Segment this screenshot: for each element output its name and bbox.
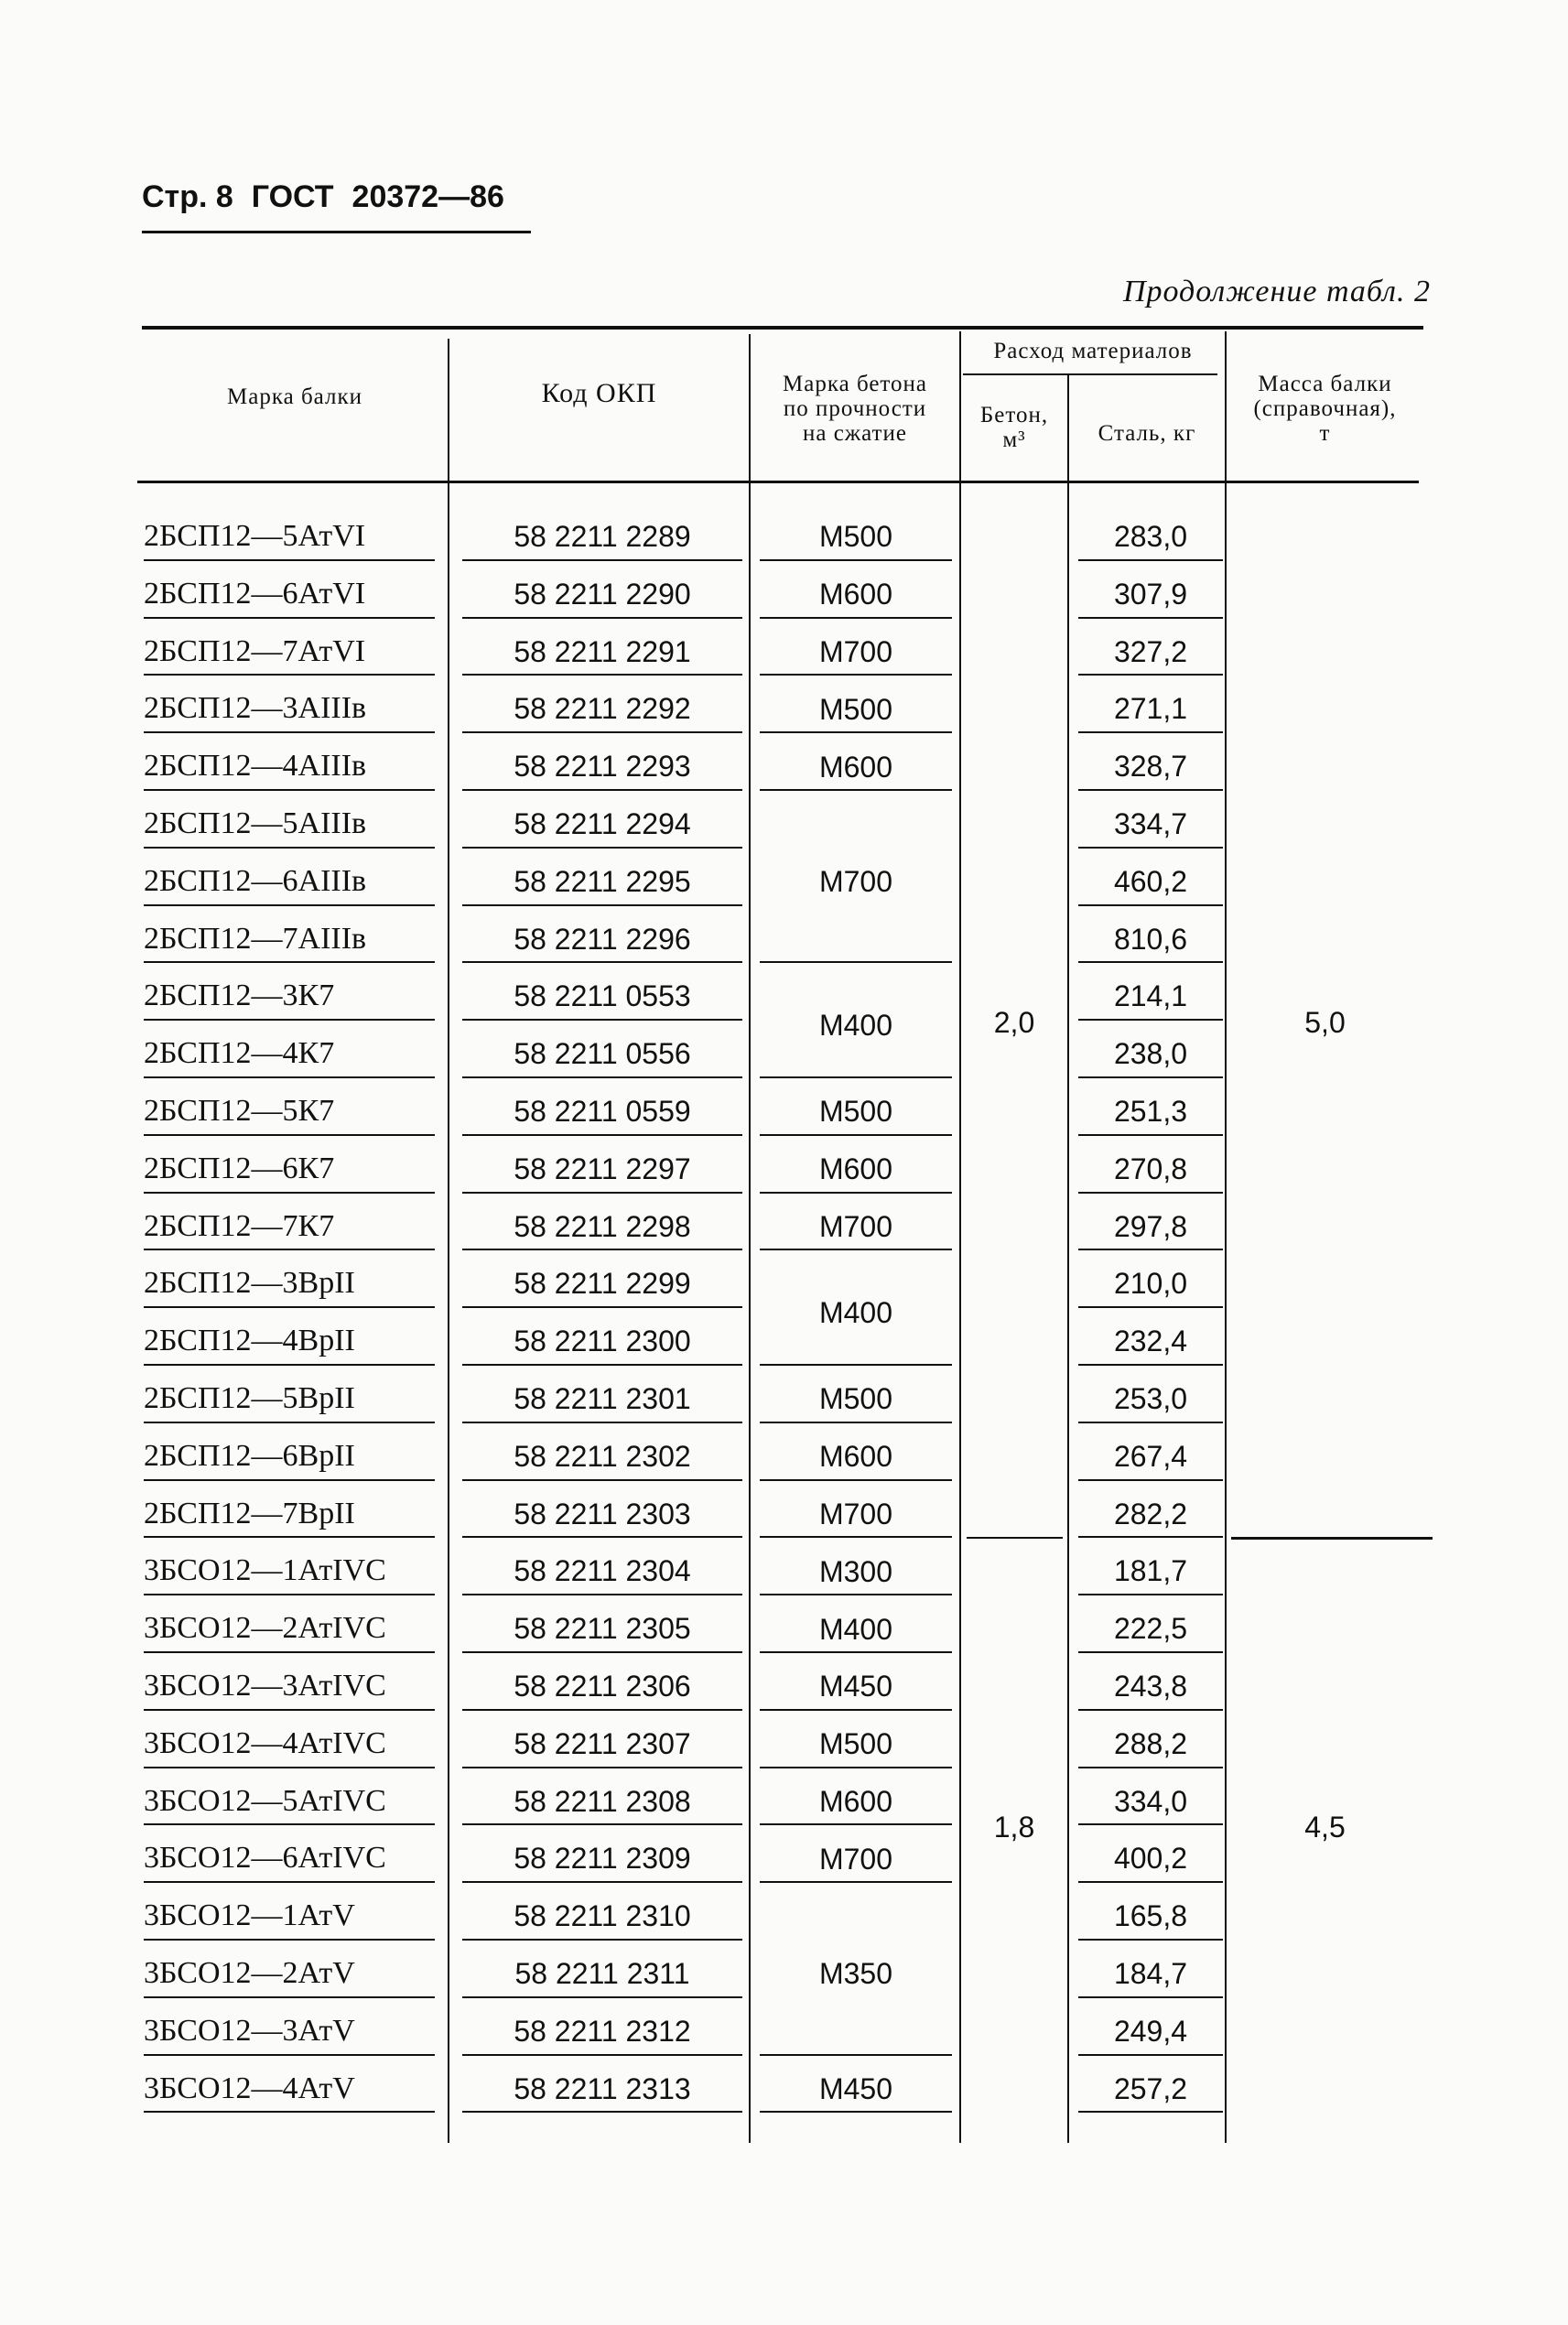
page-label: Стр. 8 [142,179,233,214]
okp-code: 58 2211 2297 [462,1138,742,1194]
beam-mark: 2БСП12—4АIIIв [144,735,435,791]
concrete-grade: М450 [760,2058,952,2114]
concrete-grade: М400 [760,965,952,1078]
beam-mark: 3БСО12—4АтV [144,2058,435,2114]
okp-code: 58 2211 2311 [462,1942,742,1998]
steel-consumption: 165,8 [1078,1885,1223,1941]
col-divider-4 [1067,375,1069,2143]
header-mark: Марка балки [227,384,362,409]
concrete-grade: М700 [760,621,952,676]
steel-consumption: 297,8 [1078,1195,1223,1251]
concrete-grade: М400 [760,1597,952,1653]
okp-code: 58 2211 0556 [462,1022,742,1078]
concrete-grade: М600 [760,1138,952,1194]
beam-mark: 2БСП12—3К7 [144,965,435,1021]
concrete-grade: М500 [760,677,952,733]
beam-mark: 3БСО12—6АтIVС [144,1827,435,1883]
beam-mark: 2БСП12—4К7 [144,1022,435,1078]
concrete-grade: М700 [760,1483,952,1539]
beam-mark: 2БСП12—5К7 [144,1080,435,1136]
beam-mass: 4,5 [1304,1811,1346,1844]
steel-consumption: 232,4 [1078,1310,1223,1366]
beam-mark: 2БСП12—5ВрII [144,1368,435,1423]
beam-mark: 3БСО12—4АтIVС [144,1713,435,1768]
steel-consumption: 249,4 [1078,2000,1223,2056]
steel-consumption: 327,2 [1078,621,1223,676]
okp-code: 58 2211 2312 [462,2000,742,2056]
col-divider-1 [448,339,449,481]
standard-number: 20372—86 [351,179,504,214]
steel-consumption: 328,7 [1078,735,1223,791]
header-consumption: Расход материалов [993,339,1193,363]
beam-mark: 2БСП12—6АIIIв [144,850,435,906]
consumption-rule [963,373,1217,375]
concrete-grade: М500 [760,1080,952,1136]
okp-code: 58 2211 2301 [462,1368,742,1423]
steel-consumption: 210,0 [1078,1252,1223,1308]
steel-consumption: 282,2 [1078,1483,1223,1539]
beam-mark: 3БСО12—3АтV [144,2000,435,2056]
beam-mark: 3БСО12—5АтIVС [144,1770,435,1826]
okp-code: 58 2211 2295 [462,850,742,906]
beam-mark: 2БСП12—6К7 [144,1138,435,1194]
okp-code: 58 2211 0553 [462,965,742,1021]
okp-code: 58 2211 2296 [462,908,742,964]
steel-consumption: 251,3 [1078,1080,1223,1136]
okp-code: 58 2211 2303 [462,1483,742,1539]
beam-mark: 3БСО12—2АтIVС [144,1597,435,1653]
page-header [142,179,523,215]
steel-consumption: 238,0 [1078,1022,1223,1078]
steel-consumption: 184,7 [1078,1942,1223,1998]
concrete-grade: М700 [760,1827,952,1883]
beam-mark: 2БСП12—7К7 [144,1195,435,1251]
concrete-grade: М600 [760,735,952,791]
okp-code: 58 2211 2289 [462,505,742,561]
steel-consumption: 181,7 [1078,1540,1223,1595]
steel-consumption: 288,2 [1078,1713,1223,1768]
okp-code: 58 2211 2305 [462,1597,742,1653]
okp-code: 58 2211 2304 [462,1540,742,1595]
concrete-volume: 1,8 [993,1811,1035,1844]
concrete-grade: М600 [760,563,952,619]
steel-consumption: 271,1 [1078,677,1223,733]
steel-consumption: 222,5 [1078,1597,1223,1653]
beam-mark: 2БСП12—5АтVI [144,505,435,561]
concrete-volume: 2,0 [993,1006,1035,1040]
col-divider-2 [749,334,751,2143]
okp-code: 58 2211 2307 [462,1713,742,1768]
okp-code: 58 2211 2309 [462,1827,742,1883]
header-steel: Сталь, кг [1098,421,1196,446]
header-mass: Масса балки (справочная), т [1253,372,1397,446]
beam-mark: 3БСО12—3АтIVС [144,1655,435,1711]
beam-mark: 2БСП12—4ВрII [144,1310,435,1366]
concrete-grade: М450 [760,1655,952,1711]
beam-mark: 2БСП12—3АIIIв [144,677,435,733]
continuation-caption: Продолжение табл. 2 [1122,275,1431,308]
steel-consumption: 270,8 [1078,1138,1223,1194]
concrete-grade: М700 [760,1195,952,1251]
okp-code: 58 2211 2299 [462,1252,742,1308]
okp-code: 58 2211 2300 [462,1310,742,1366]
header-code: Код ОКП [541,378,657,408]
standard-label: ГОСТ [251,179,334,214]
okp-code: 58 2211 2308 [462,1770,742,1826]
header-bottom-rule [137,481,1419,483]
mass-group-divider [1231,1537,1433,1540]
concrete-grade: М500 [760,505,952,561]
beam-mark: 3БСО12—1АтV [144,1885,435,1941]
beam-mark: 2БСП12—7АIIIв [144,908,435,964]
concrete-grade: М350 [760,1885,952,2055]
beam-mark: 2БСП12—5АIIIв [144,793,435,849]
okp-code: 58 2211 2293 [462,735,742,791]
concrete-grade: М300 [760,1540,952,1595]
okp-code: 58 2211 2291 [462,621,742,676]
steel-consumption: 243,8 [1078,1655,1223,1711]
steel-consumption: 283,0 [1078,505,1223,561]
steel-consumption: 334,0 [1078,1770,1223,1826]
okp-code: 58 2211 2302 [462,1425,742,1481]
steel-consumption: 334,7 [1078,793,1223,849]
concrete-group-divider [967,1537,1063,1539]
steel-consumption: 253,0 [1078,1368,1223,1423]
beam-mass: 5,0 [1304,1006,1346,1040]
concrete-grade: М700 [760,793,952,963]
header-concrete: Бетон, м³ [979,403,1049,452]
beam-mark: 2БСП12—6АтVI [144,563,435,619]
table-top-rule [142,326,1423,330]
steel-consumption: 400,2 [1078,1827,1223,1883]
beam-mark: 3БСО12—2АтV [144,1942,435,1998]
header-concrete-grade: Марка бетона по прочности на сжатие [783,372,927,446]
steel-consumption: 460,2 [1078,850,1223,906]
okp-code: 58 2211 2306 [462,1655,742,1711]
okp-code: 58 2211 2310 [462,1885,742,1941]
okp-code: 58 2211 2292 [462,677,742,733]
okp-code: 58 2211 2313 [462,2058,742,2114]
okp-code: 58 2211 2290 [462,563,742,619]
steel-consumption: 267,4 [1078,1425,1223,1481]
okp-code: 58 2211 2298 [462,1195,742,1251]
beam-mark: 2БСП12—7ВрII [144,1483,435,1539]
beam-mark: 2БСП12—7АтVI [144,621,435,676]
okp-code: 58 2211 2294 [462,793,742,849]
beam-mark: 2БСП12—6ВрII [144,1425,435,1481]
beam-mark: 2БСП12—3ВрII [144,1252,435,1308]
concrete-grade: М600 [760,1770,952,1826]
steel-consumption: 214,1 [1078,965,1223,1021]
concrete-grade: М500 [760,1713,952,1768]
header-rule [142,231,531,233]
concrete-grade: М600 [760,1425,952,1481]
steel-consumption: 257,2 [1078,2058,1223,2114]
steel-consumption: 810,6 [1078,908,1223,964]
concrete-grade: М500 [760,1368,952,1423]
steel-consumption: 307,9 [1078,563,1223,619]
beam-mark: 3БСО12—1АтIVС [144,1540,435,1595]
okp-code: 58 2211 0559 [462,1080,742,1136]
col-divider-1-body [448,482,449,2143]
concrete-grade: М400 [760,1252,952,1366]
